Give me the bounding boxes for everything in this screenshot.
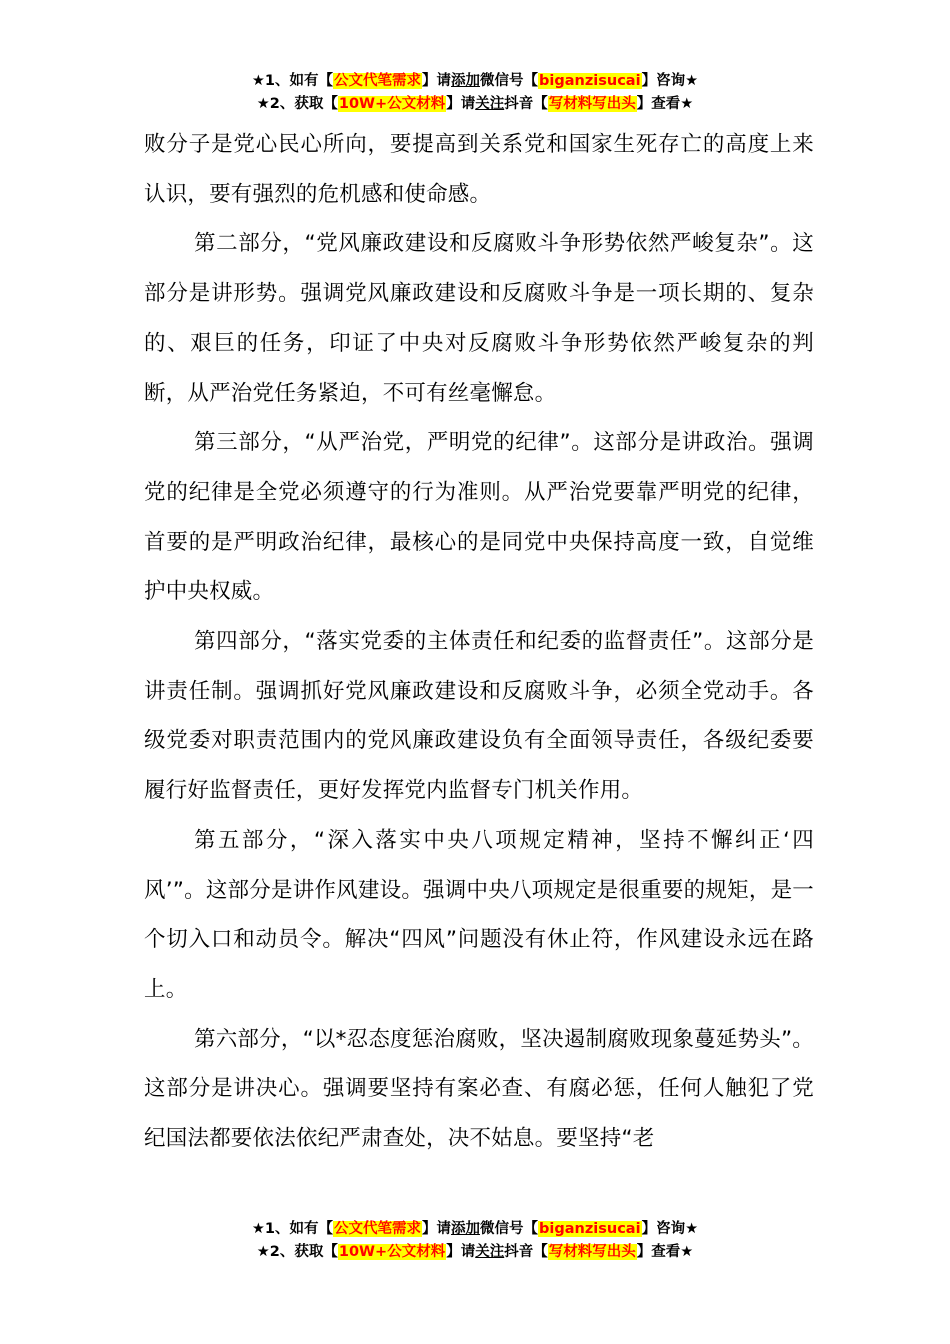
paragraph-continuation: 败分子是党心民心所向，要提高到关系党和国家生死存亡的高度上来认识，要有强烈的危机感和使命感。 [144, 132, 814, 207]
banner-line-1-suffix: 】咨询★ [641, 73, 699, 89]
banner-highlight-materials: 10W+公文材料 [338, 96, 446, 112]
banner-highlight-wechat-id: biganzisucai [539, 73, 641, 89]
banner-highlight-service: 公文代笔需求 [334, 73, 422, 89]
header-banner [0, 70, 950, 116]
footer-line-1-mid2: 微信号【 [480, 1221, 539, 1237]
footer-banner [0, 1218, 950, 1264]
document-body [144, 120, 814, 1164]
footer-line-2-suffix: 】查看★ [636, 1244, 694, 1260]
banner-line-1-mid2: 微信号【 [480, 73, 539, 89]
footer-underline-add: 添加 [451, 1221, 481, 1237]
banner-line-1-prefix: ★1、如有【 [251, 73, 334, 89]
paragraph-part-five: 第五部分，“深入落实中央八项规定精神，坚持不懈纠正‘四风’”。这部分是讲作风建设。强调中央八项规定是很重要的规矩，是一个切入口和动员令。解决“四风”问题没有休止符，作风建设永远在路上。 [144, 827, 814, 1002]
banner-line-2-suffix: 】查看★ [636, 96, 694, 112]
banner-line-2-mid2: 抖音【 [504, 96, 548, 112]
footer-line-2-prefix: ★2、获取【 [256, 1244, 338, 1260]
paragraph-part-two: 第二部分，“党风廉政建设和反腐败斗争形势依然严峻复杂”。这部分是讲形势。强调党风廉政建设和反腐败斗争是一项长期的、复杂的、艰巨的任务，印证了中央对反腐败斗争形势依然严峻复杂的判断，从严治党任务紧迫，不可有丝毫懈怠。 [144, 231, 814, 406]
footer-line-2-mid: 】请 [446, 1244, 476, 1260]
banner-underline-follow: 关注 [475, 96, 505, 112]
banner-line-2 [0, 93, 950, 116]
footer-highlight-service: 公文代笔需求 [334, 1221, 422, 1237]
paragraph-part-six: 第六部分，“以*忍态度惩治腐败，坚决遏制腐败现象蔓延势头”。这部分是讲决心。强调要坚持有案必查、有腐必惩，任何人触犯了党纪国法都要依法依纪严肃查处，决不姑息。要坚持“老 [144, 1026, 814, 1152]
banner-line-1 [0, 70, 950, 93]
paragraph-part-three: 第三部分，“从严治党，严明党的纪律”。这部分是讲政治。强调党的纪律是全党必须遵守的行为准则。从严治党要靠严明党的纪律，首要的是严明政治纪律，最核心的是同党中央保持高度一致，自觉维护中央权威。 [144, 430, 814, 605]
paragraph-part-four: 第四部分，“落实党委的主体责任和纪委的监督责任”。这部分是讲责任制。强调抓好党风廉政建设和反腐败斗争，必须全党动手。各级党委对职责范围内的党风廉政建设负有全面领导责任，各级纪委要履行好监督责任，更好发挥党内监督专门机关作用。 [144, 629, 814, 804]
footer-line-1-suffix: 】咨询★ [641, 1221, 699, 1237]
footer-underline-follow: 关注 [475, 1244, 505, 1260]
footer-line-1-mid: 】请 [422, 1221, 452, 1237]
footer-line-1 [0, 1218, 950, 1241]
banner-underline-add: 添加 [451, 73, 481, 89]
footer-highlight-materials: 10W+公文材料 [338, 1244, 446, 1260]
footer-line-2-mid2: 抖音【 [504, 1244, 548, 1260]
footer-line-1-prefix: ★1、如有【 [251, 1221, 334, 1237]
banner-highlight-douyin: 写材料写出头 [548, 96, 636, 112]
banner-line-1-mid: 】请 [422, 73, 452, 89]
footer-highlight-wechat-id: biganzisucai [539, 1221, 641, 1237]
footer-line-2 [0, 1241, 950, 1264]
banner-line-2-mid: 】请 [446, 96, 476, 112]
footer-highlight-douyin: 写材料写出头 [548, 1244, 636, 1260]
banner-line-2-prefix: ★2、获取【 [256, 96, 338, 112]
